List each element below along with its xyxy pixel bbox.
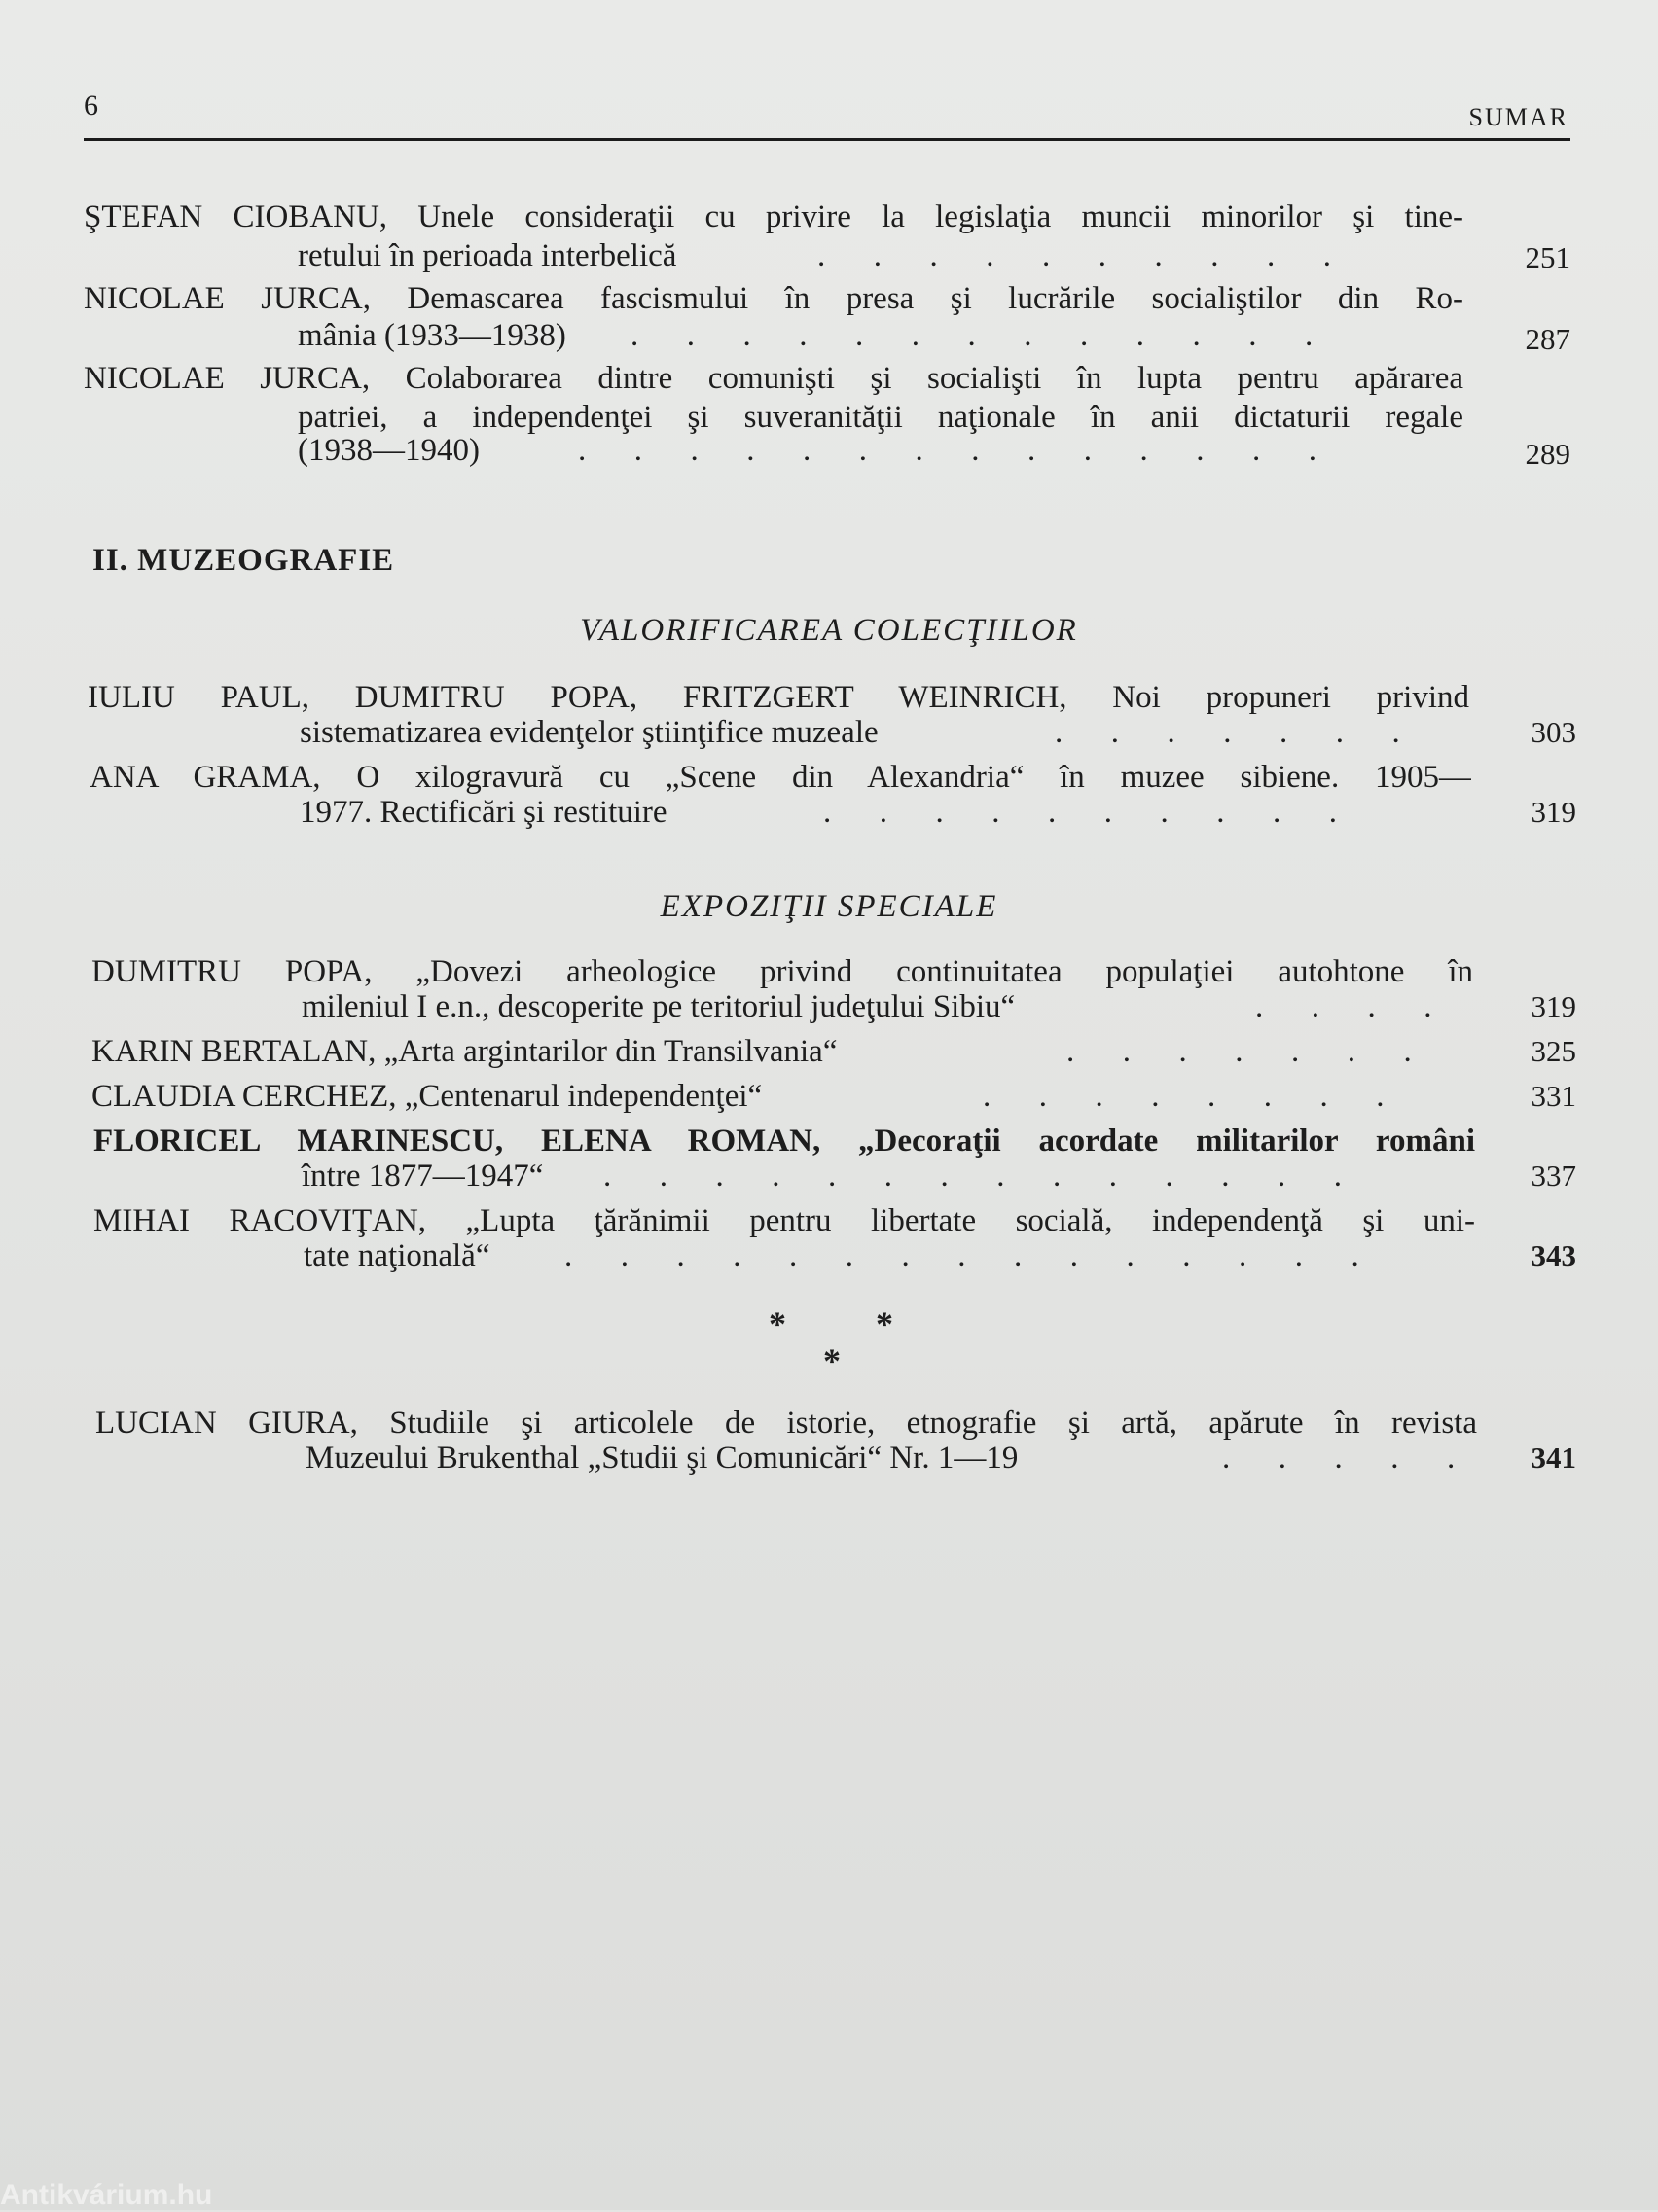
entry-title-line: sistematizarea evidenţelor ştiinţifice muzeale (300, 715, 879, 750)
entry-title-line: CLAUDIA CERCHEZ, „Centenarul independenţei“ (91, 1079, 763, 1114)
entry-title-line: între 1877—1947“ (302, 1159, 544, 1194)
entry-title-line: DUMITRU POPA, „Dovezi arheologice privind continuitatea populaţiei autohtone în (91, 954, 1473, 989)
page-number: 6 (84, 89, 98, 122)
leader-dots: . . . . . . . . . . . . . . . (564, 1238, 1359, 1273)
entry-title-line: NICOLAE JURCA, Demascarea fascismului în presa şi lucrările socialiştilor din Ro- (84, 281, 1463, 316)
entry-title-line: MIHAI RACOVIŢAN, „Lupta ţărănimii pentru libertate socială, independenţă şi uni- (93, 1203, 1475, 1238)
leader-dots: . . . . . . . . . . . . . . (578, 433, 1316, 468)
entry-title-line: patriei, a independenţei şi suveranităţii naţionale în anii dictaturii regale (298, 400, 1463, 435)
entry-title-line: FLORICEL MARINESCU, ELENA ROMAN, „Decoraţii acordate militarilor români (93, 1124, 1475, 1159)
entry-title-line: KARIN BERTALAN, „Arta argintarilor din Transilvania“ (91, 1034, 838, 1069)
leader-dots: . . . . . . . . . . . . . (631, 318, 1314, 353)
entry-page-number: 325 (1531, 1034, 1576, 1068)
subsection-heading: VALORIFICAREA COLECŢIILOR (580, 613, 1078, 648)
page-header (84, 89, 1570, 141)
entry-page-number: 337 (1531, 1159, 1576, 1193)
leader-dots: . . . . . . . . . . (817, 238, 1331, 273)
watermark-logo: Antikvárium.hu (0, 2179, 213, 2211)
entry-title-line: Muzeului Brukenthal „Studii şi Comunicări“ Nr. 1—19 (306, 1441, 1019, 1476)
star-icon: * (876, 1304, 893, 1343)
entry-page-number: 319 (1531, 989, 1576, 1023)
entry-page-number: 303 (1531, 715, 1576, 749)
entry-page-number: 343 (1531, 1238, 1576, 1272)
entry-title-line: LUCIAN GIURA, Studiile şi articolele de istorie, etnografie şi artă, apărute în revista (95, 1406, 1477, 1441)
entry-page-number: 331 (1531, 1079, 1576, 1113)
entry-title-line: ŞTEFAN CIOBANU, Unele consideraţii cu privire la legislaţia muncii minorilor şi tine- (84, 199, 1463, 234)
entry-title-line: ANA GRAMA, O xilogravură cu „Scene din Alexandria“ în muzee sibiene. 1905— (90, 760, 1471, 795)
star-icon: * (823, 1341, 841, 1380)
entry-page-number: 319 (1531, 795, 1576, 829)
running-title: SUMAR (1468, 103, 1568, 131)
entry-title-line: IULIU PAUL, DUMITRU POPA, FRITZGERT WEINRICH, Noi propuneri privind (88, 680, 1469, 715)
leader-dots: . . . . . . . . . . . . . . (603, 1159, 1342, 1194)
entry-title-line: mileniul I e.n., descoperite pe teritoriul judeţului Sibiu“ (302, 989, 1016, 1024)
entry-title-line: retului în perioada interbelică (298, 238, 677, 273)
leader-dots: . . . . . (1222, 1441, 1456, 1476)
leader-dots: . . . . . . . . (983, 1079, 1385, 1114)
entry-title-line: NICOLAE JURCA, Colaborarea dintre comunişti şi socialişti în lupta pentru apărarea (84, 361, 1463, 396)
leader-dots: . . . . . . . (1055, 715, 1400, 750)
entry-page-number: 289 (1525, 437, 1570, 471)
star-icon: * (769, 1304, 786, 1343)
entry-title-line: 1977. Rectificări şi restituire (300, 795, 667, 830)
entry-title-line: tate naţională“ (304, 1238, 490, 1273)
entry-page-number: 287 (1525, 322, 1570, 356)
entry-page-number: 251 (1525, 240, 1570, 274)
leader-dots: . . . . . . . (1066, 1034, 1412, 1069)
entry-page-number: 341 (1531, 1441, 1576, 1475)
subsection-heading: EXPOZIŢII SPECIALE (660, 889, 998, 924)
leader-dots: . . . . . . . . . . (823, 795, 1337, 830)
section-heading: II. MUZEOGRAFIE (92, 543, 395, 578)
entry-title-line: (1938—1940) (298, 433, 480, 468)
leader-dots: . . . . (1255, 989, 1432, 1024)
entry-title-line: mânia (1933—1938) (298, 318, 566, 353)
